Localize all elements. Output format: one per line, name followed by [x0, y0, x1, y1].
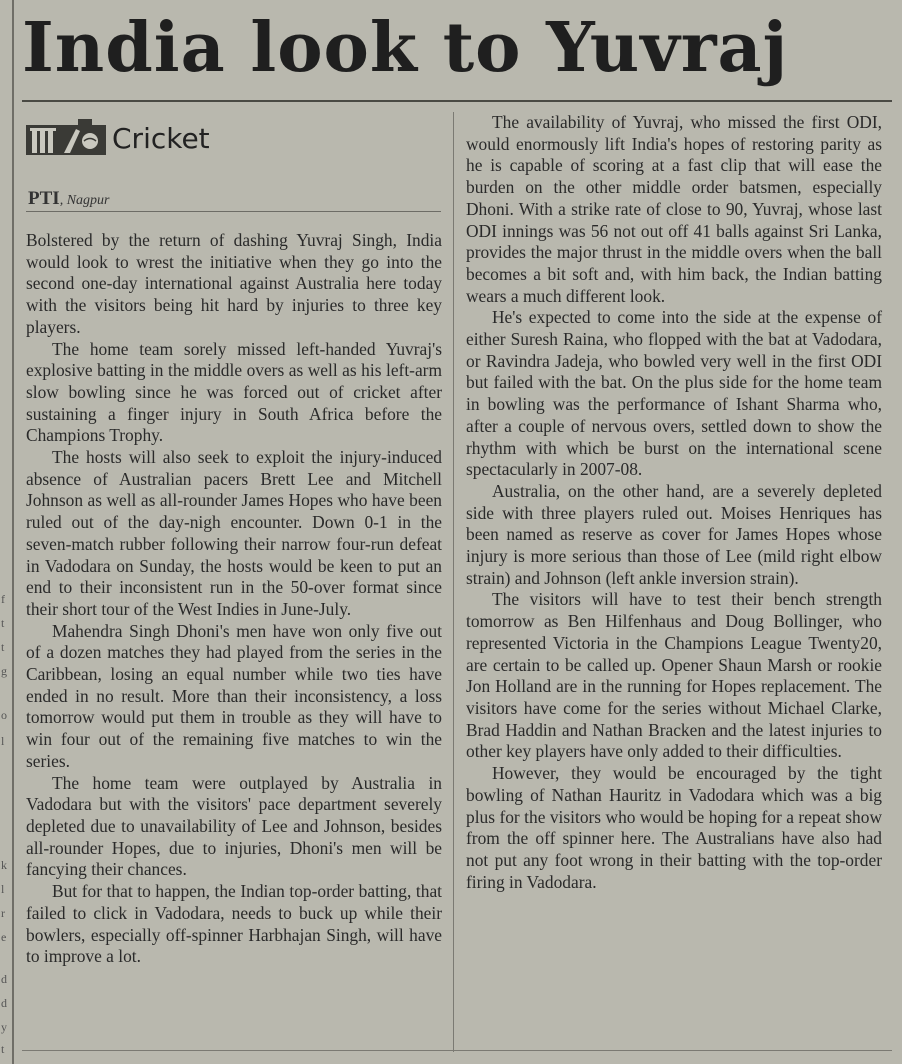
- margin-letter: o: [1, 708, 7, 722]
- paragraph: The home team were outplayed by Australia in Vadodara but with the visitors' pace department severely depleted due to unavailability of Lee and Johnson, besides all-rounder Hopes, due to injuries, Dhoni's men will be fancying their chances.: [26, 772, 442, 880]
- paragraph: The availability of Yuvraj, who missed the first ODI, would enormously lift India's hopes of restoring parity as he is capable of scoring at a fast clip that will ease the burden on the other middle order batsmen, especially Dhoni. With a strike rate of close to 90, Yuvraj, whose last ODI innings was 56 not out off 41 balls against Sri Lanka, provides the major thrust in the middle overs when the ball becomes a bit soft and, with him back, the Indian batting wears a much different look.: [466, 112, 882, 306]
- margin-letter: e: [1, 930, 7, 944]
- article-column-right: [466, 112, 882, 893]
- margin-letter: g: [1, 664, 7, 678]
- paragraph: Australia, on the other hand, are a severely depleted side with three players ruled out. Moises Henriques has been named as reserve as cover for James Hopes whose injury is more serious than those of Lee (mild right elbow strain) and Johnson (left ankle inversion strain).: [466, 480, 882, 588]
- margin-letter: r: [1, 906, 5, 920]
- adjacent-column-fragments: [0, 0, 10, 1064]
- margin-letter: f: [1, 592, 5, 606]
- margin-letter: y: [1, 1020, 7, 1034]
- margin-letter: t: [1, 616, 5, 630]
- margin-letter: t: [1, 1042, 5, 1056]
- margin-letter: d: [1, 972, 7, 986]
- cricket-stumps-icon: [24, 119, 108, 157]
- bottom-rule: [22, 1050, 892, 1051]
- paragraph: But for that to happen, the Indian top-order batting, that failed to click in Vadodara, needs to buck up while their bowlers, especially off-spinner Harbhajan Singh, will have to improve a lot.: [26, 881, 442, 967]
- paragraph: The home team sorely missed left-handed Yuvraj's explosive batting in the middle overs as well as his left-arm slow bowling since he was forced out of cricket after sustaining a finger injury in South Africa before the Champions Trophy.: [26, 338, 442, 446]
- paragraph: Bolstered by the return of dashing Yuvraj Singh, India would look to wrest the initiative when they go into the second one-day international against Australia here today with the visitors being hit hard by injuries to three key players.: [26, 230, 442, 337]
- byline-agency: PTI: [28, 188, 60, 209]
- margin-letter: d: [1, 996, 7, 1010]
- paragraph: The visitors will have to test their bench strength tomorrow as Ben Hilfenhaus and Doug Bollinger, who represented Victoria in the Champions League Twenty20, are certain to be called up. Opener Shaun Marsh or rookie Jon Holland are in the running for Hopes replacement. The visitors have come for the series without Michael Clarke, Brad Haddin and Nathan Bracken and the latest injuries to other key players have only added to their difficulties.: [466, 589, 882, 762]
- headline-rule: [22, 100, 892, 102]
- headline: India look to Yuvraj: [22, 8, 789, 88]
- byline-location: , Nagpur: [59, 193, 110, 208]
- section-header: [24, 118, 444, 158]
- byline-rule: [26, 211, 441, 212]
- margin-letter: t: [1, 640, 5, 654]
- page-left-rule: [12, 0, 14, 1064]
- column-divider: [453, 112, 454, 1052]
- margin-letter: l: [1, 734, 5, 748]
- margin-letter: l: [1, 882, 5, 896]
- paragraph: He's expected to come into the side at the expense of either Suresh Raina, who flopped with the bat at Vadodara, or Ravindra Jadeja, who bowled very well in the first ODI but failed with the bat. On the plus side for the home team in bowling was the performance of Ishant Sharma who, after a couple of nervous overs, settled down to show the rhythm with which be burst on the international scene spectacularly in 2007-08.: [466, 307, 882, 480]
- article-column-left: [26, 230, 442, 968]
- paragraph: Mahendra Singh Dhoni's men have won only five out of a dozen matches they had played from the series in the Caribbean, losing an equal number while two ties have ended in no result. More than their inconsistency, a loss tomorrow would put them in trouble as they will have to win four out of the remaining five matches to win the series.: [26, 620, 442, 771]
- paragraph: The hosts will also seek to exploit the injury-induced absence of Australian pacers Brett Lee and Mitchell Johnson as well as all-rounder James Hopes who have been ruled out of the day-nigh encounter. Down 0-1 in the seven-match rubber following their narrow four-run defeat in Vadodara on Sunday, the hosts would be keen to put an end to their inconsistent run in the 50-over format since their short tour of the West Indies in June-July.: [26, 447, 442, 619]
- paragraph: However, they would be encouraged by the tight bowling of Nathan Hauritz in Vadodara which was a big plus for the visitors who would be hoping for a repeat show from the off spinner here. The Australians have also had not put any foot wrong in their batting with the top-order firing in Vadodara.: [466, 763, 882, 892]
- margin-letter: k: [1, 858, 7, 872]
- section-label: Cricket: [112, 121, 210, 155]
- byline: [28, 188, 109, 210]
